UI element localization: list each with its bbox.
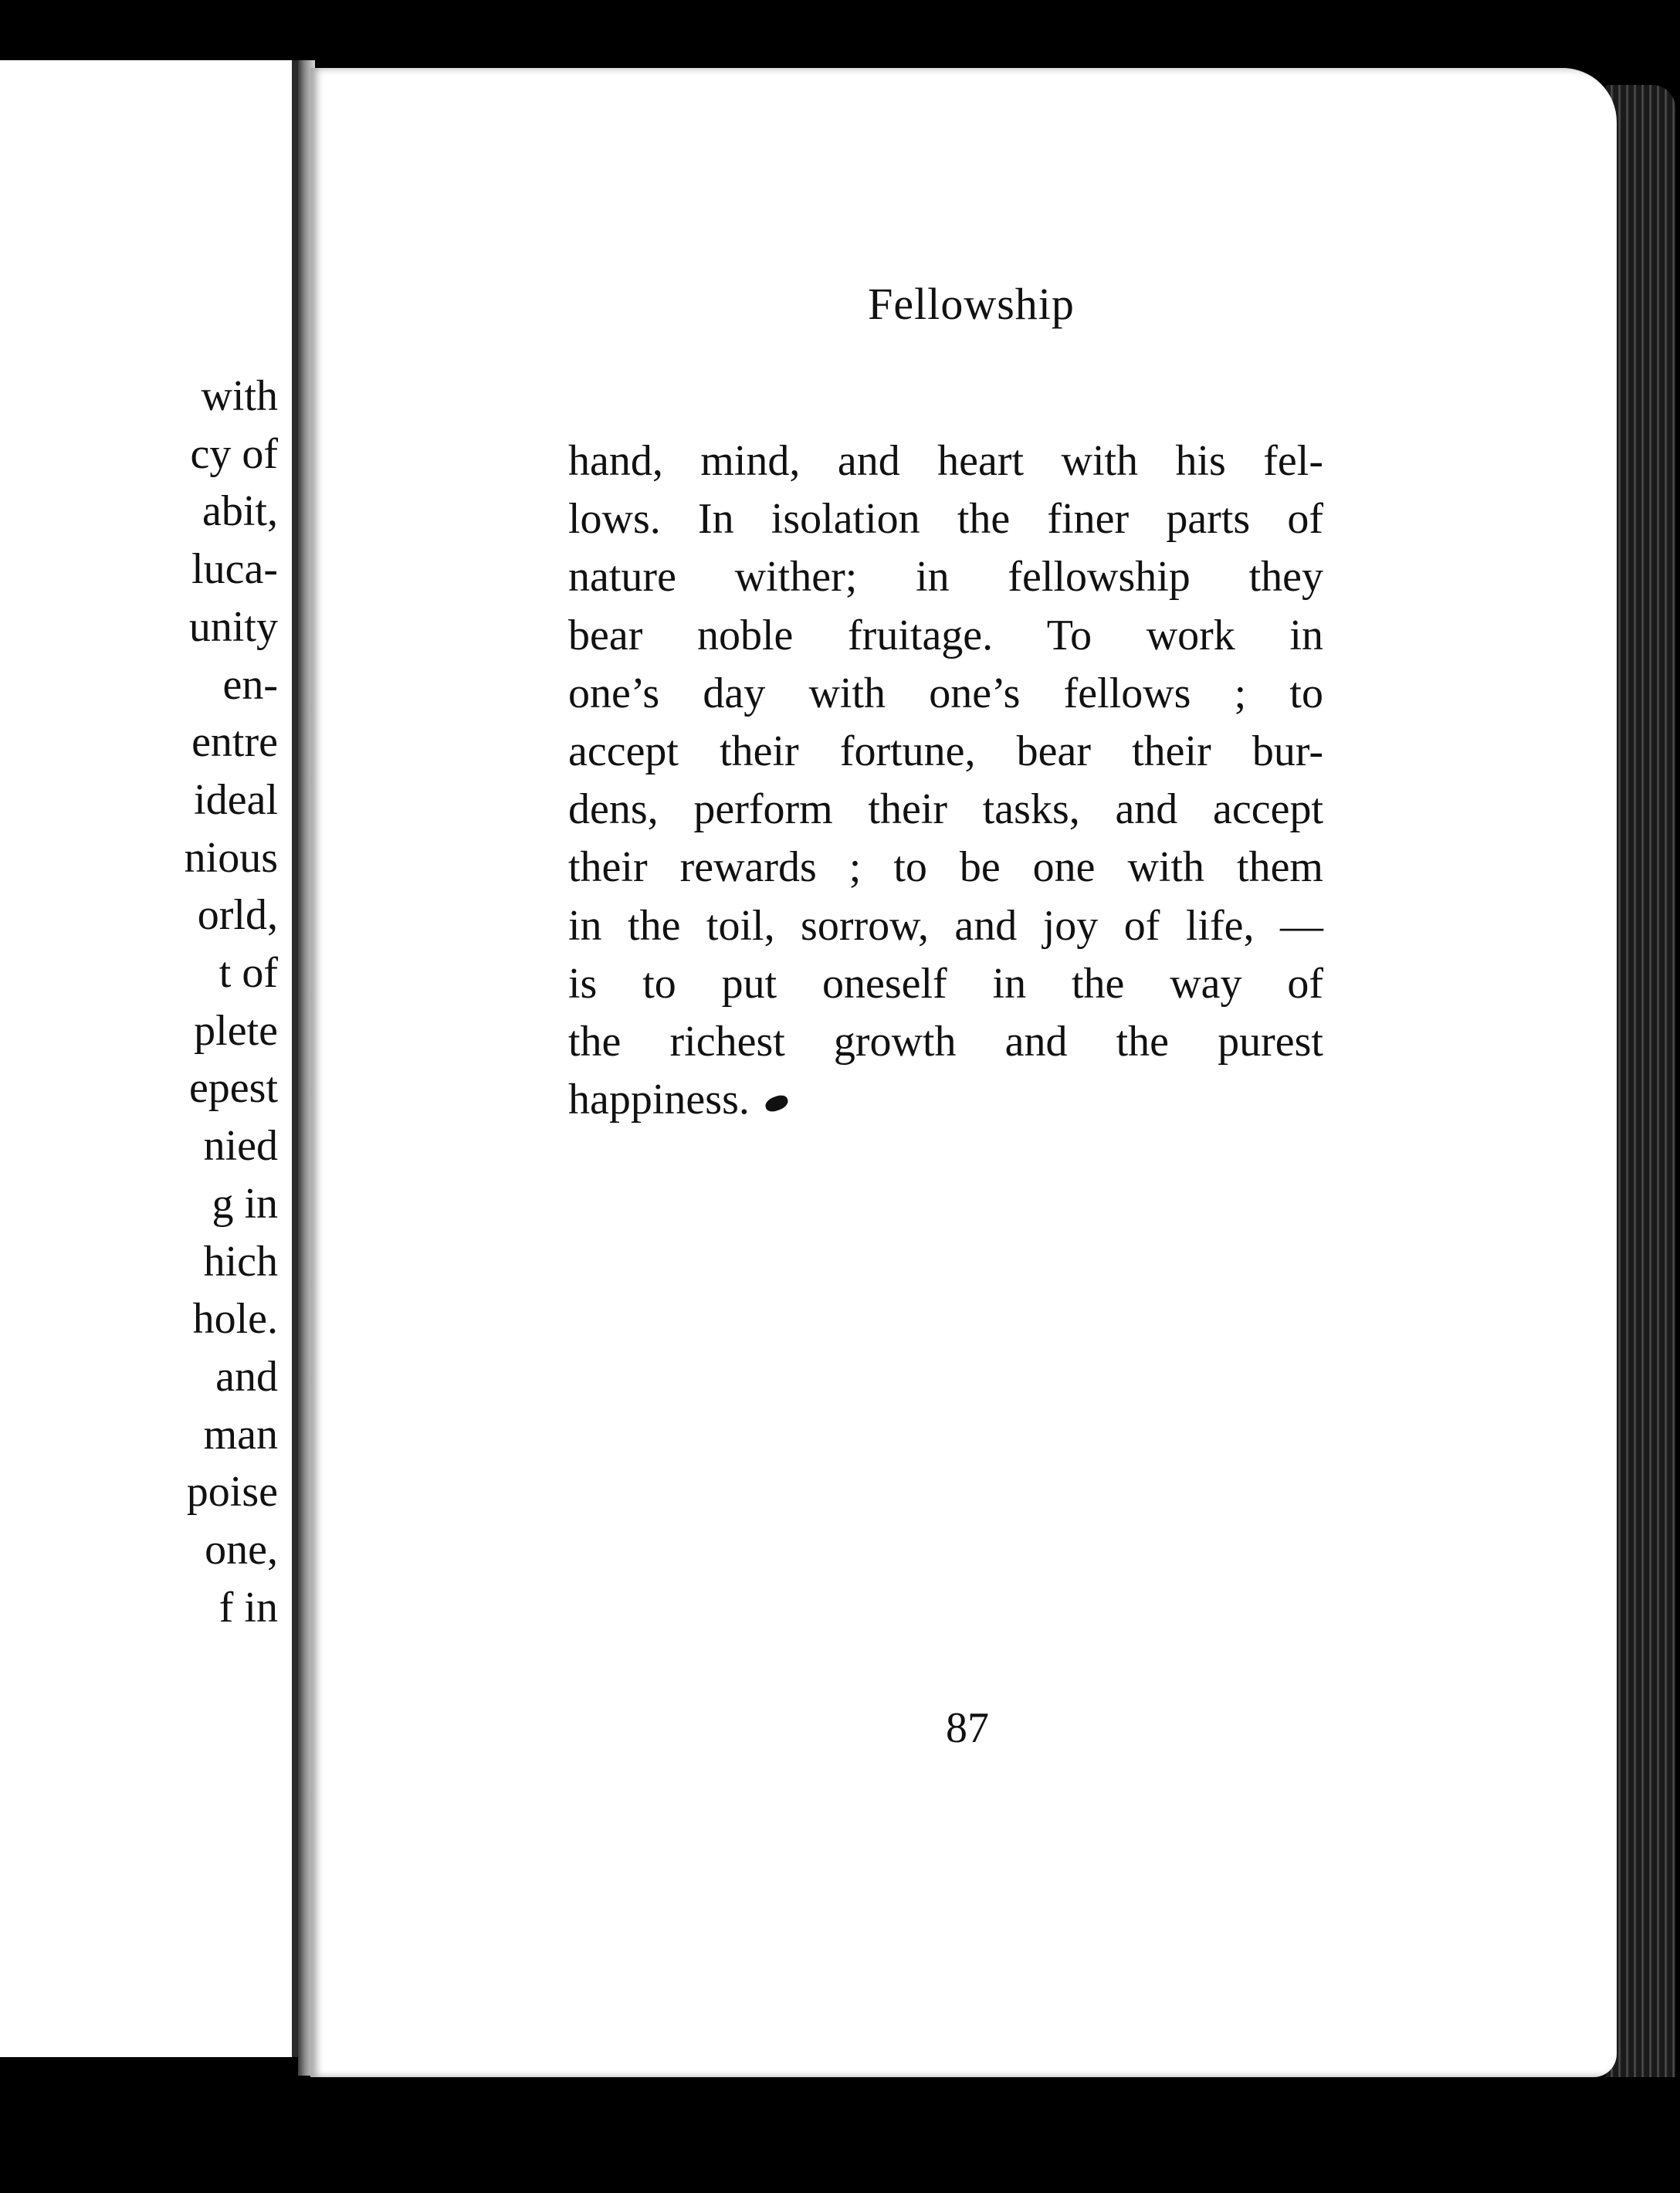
page-number: 87 bbox=[946, 1704, 989, 1752]
left-line: g in bbox=[212, 1179, 278, 1228]
text-line: nature wither; in fellowship they bbox=[568, 553, 1323, 602]
left-line: cy of bbox=[190, 429, 278, 478]
left-line: t of bbox=[218, 949, 278, 998]
left-line: orld, bbox=[197, 891, 278, 940]
left-line: en- bbox=[222, 660, 278, 709]
text-line: one’s day with one’s fellows ; to bbox=[568, 669, 1323, 717]
left-line: unity bbox=[188, 602, 278, 651]
left-facing-page bbox=[0, 60, 298, 2057]
left-line: epest bbox=[188, 1064, 278, 1113]
text-line: dens, perform their tasks, and accept bbox=[568, 785, 1323, 834]
left-page-text bbox=[185, 368, 278, 1636]
left-line: luca- bbox=[191, 545, 278, 594]
text-line-last bbox=[568, 1071, 1323, 1129]
left-line: abit, bbox=[202, 487, 278, 536]
left-line: entre bbox=[191, 718, 278, 767]
left-line: nious bbox=[184, 833, 278, 882]
left-line: poise bbox=[186, 1468, 278, 1517]
text-line: lows. In isolation the finer parts of bbox=[568, 495, 1323, 544]
left-line: man bbox=[203, 1410, 278, 1459]
text-line: accept their fortune, bear their bur- bbox=[568, 727, 1323, 776]
leaf-fleuron-icon bbox=[764, 1093, 790, 1113]
left-line: nied bbox=[203, 1122, 278, 1171]
text-line: the richest growth and the purest bbox=[568, 1018, 1323, 1066]
left-line: and bbox=[215, 1352, 278, 1401]
left-line: f in bbox=[218, 1583, 278, 1632]
text-line: their rewards ; to be one with them bbox=[568, 843, 1323, 892]
text-line: hand, mind, and heart with his fel- bbox=[568, 437, 1323, 485]
left-line: hich bbox=[203, 1237, 278, 1286]
right-page bbox=[310, 68, 1617, 2077]
left-line: with bbox=[201, 372, 278, 420]
text-line: is to put oneself in the way of bbox=[568, 959, 1323, 1008]
running-head: Fellowship bbox=[868, 279, 1075, 329]
text-line-last-text: happiness. bbox=[568, 1076, 750, 1124]
text-line: bear noble fruitage. To work in bbox=[568, 611, 1323, 659]
left-line: one, bbox=[205, 1526, 278, 1574]
body-paragraph bbox=[568, 432, 1323, 1129]
left-line: hole. bbox=[192, 1295, 278, 1344]
text-line: in the toil, sorrow, and joy of life, — bbox=[568, 901, 1323, 950]
left-line: ideal bbox=[194, 775, 278, 824]
left-line: plete bbox=[194, 1006, 278, 1055]
